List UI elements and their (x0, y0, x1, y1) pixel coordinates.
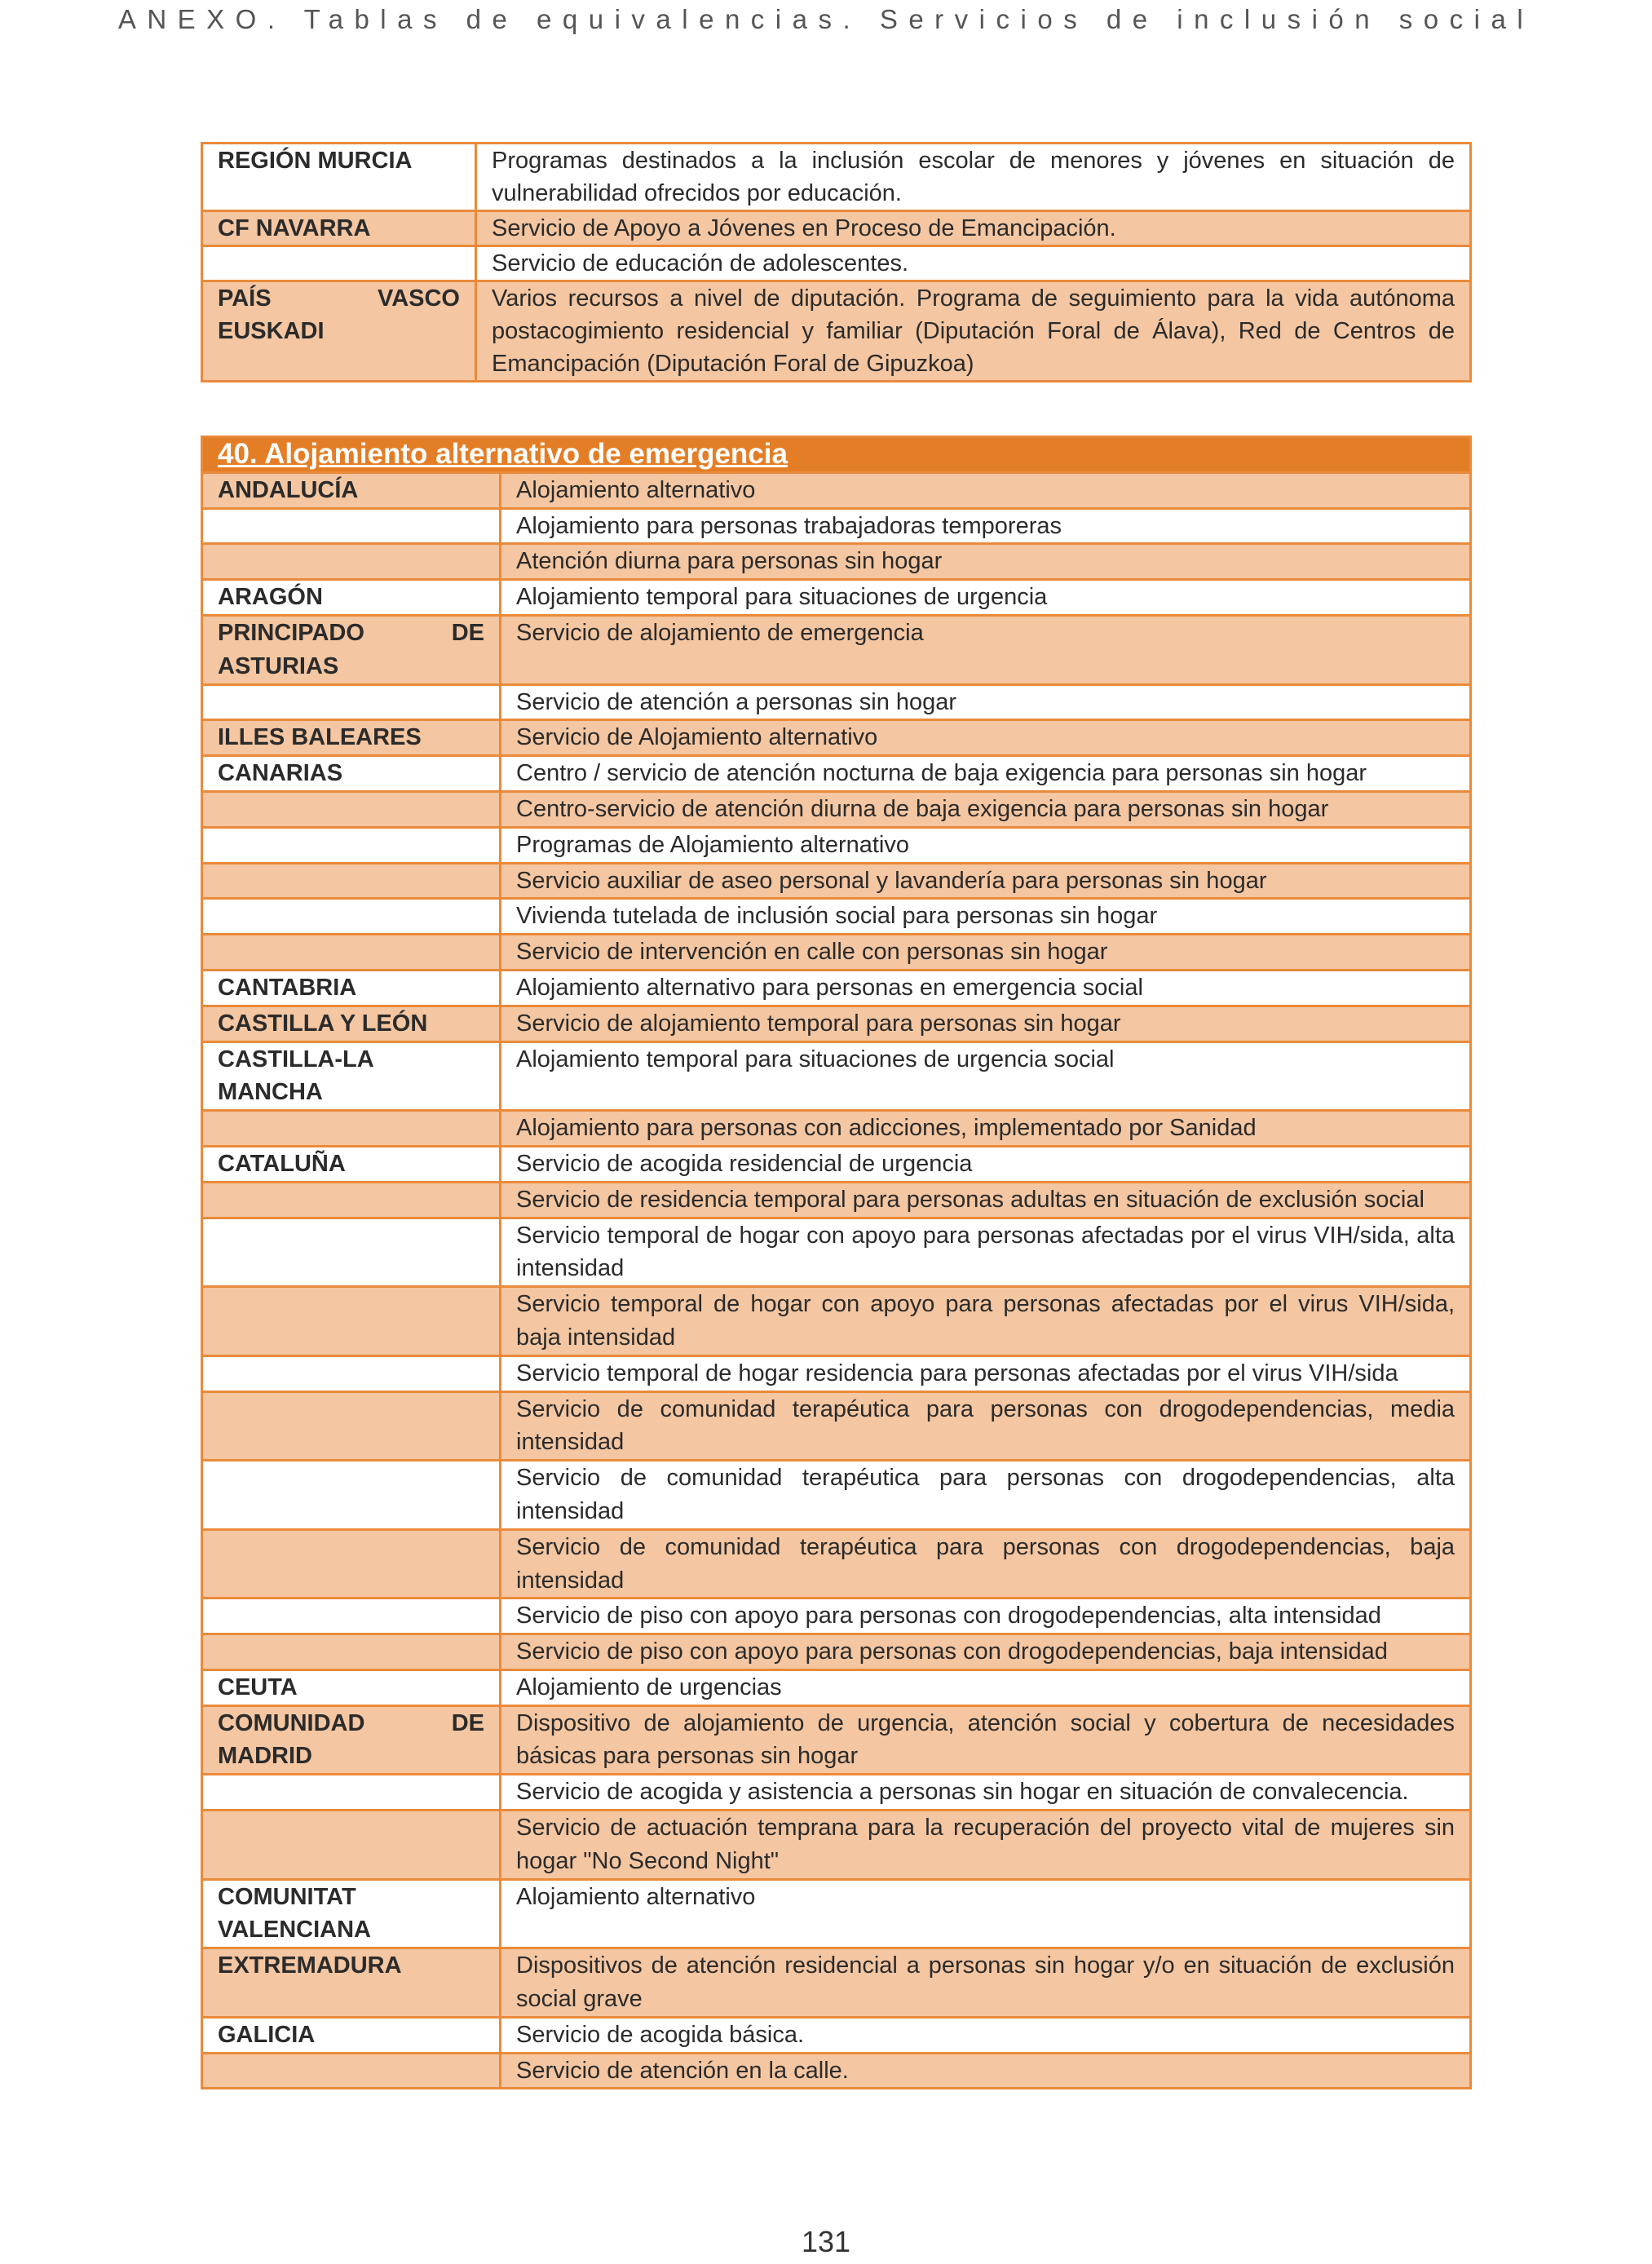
service-cell: Alojamiento alternativo (501, 472, 1471, 508)
service-cell: Servicio de atención en la calle. (501, 2053, 1471, 2089)
service-cell: Varios recursos a nivel de diputación. Programa de seguimiento para la vida autónoma postacogimiento residencial y familiar (Diputación Foral de Álava), Red de Centros de Emancipación (Diputación Foral de Gipuzkoa) (476, 281, 1471, 382)
region-cell: EXTREMADURA (202, 1948, 501, 2018)
region-cell (202, 1218, 501, 1287)
table-row (202, 1218, 1471, 1287)
service-cell: Servicio de acogida residencial de urgencia (501, 1146, 1471, 1182)
service-cell: Programas de Alojamiento alternativo (501, 827, 1471, 863)
region-cell (202, 827, 501, 863)
table-row (202, 970, 1471, 1006)
region-cell (202, 246, 476, 281)
region-cell (202, 1111, 501, 1147)
table-row (202, 1006, 1471, 1041)
service-cell: Programas destinados a la inclusión escolar de menores y jóvenes en situación de vulnerabilidad ofrecidos por educación. (476, 144, 1471, 211)
table-row (202, 1391, 1471, 1461)
region-cell (202, 935, 501, 971)
table-row (202, 1669, 1471, 1705)
table-row (202, 1041, 1471, 1111)
table-row (202, 246, 1471, 281)
service-cell: Dispositivo de alojamiento de urgencia, atención social y cobertura de necesidades básicas para personas sin hogar (501, 1705, 1471, 1775)
region-cell (202, 1182, 501, 1218)
table-row (202, 472, 1471, 508)
service-cell: Alojamiento para personas con adicciones, implementado por Sanidad (501, 1111, 1471, 1147)
table-row (202, 1111, 1471, 1147)
service-cell: Alojamiento de urgencias (501, 1669, 1471, 1705)
table-row (202, 1461, 1471, 1530)
table-row (202, 1948, 1471, 2018)
service-cell: Alojamiento para personas trabajadoras temporeras (501, 508, 1471, 544)
service-cell: Servicio de actuación temprana para la recuperación del proyecto vital de mujeres sin hogar "No Second Night" (501, 1811, 1471, 1880)
region-cell: PRINCIPADO DE ASTURIAS (202, 615, 501, 684)
table-row (202, 720, 1471, 756)
table-row (202, 1775, 1471, 1811)
service-cell: Servicio de alojamiento temporal para personas sin hogar (501, 1006, 1471, 1041)
table-row (202, 144, 1471, 211)
region-cell: CANTABRIA (202, 970, 501, 1006)
service-cell: Servicio de acogida básica. (501, 2017, 1471, 2053)
region-cell (202, 863, 501, 899)
service-cell: Servicio de comunidad terapéutica para personas con drogodependencias, alta intensidad (501, 1461, 1471, 1530)
service-cell: Servicio de comunidad terapéutica para personas con drogodependencias, media intensidad (501, 1391, 1471, 1461)
region-cell: CF NAVARRA (202, 211, 476, 246)
table-row (202, 1182, 1471, 1218)
region-cell: PAÍS VASCO EUSKADI (202, 281, 476, 382)
service-cell: Alojamiento temporal para situaciones de urgencia social (501, 1041, 1471, 1111)
table-row (202, 1879, 1471, 1948)
service-cell: Alojamiento temporal para situaciones de urgencia (501, 580, 1471, 616)
region-cell (202, 791, 501, 827)
service-cell: Servicio de intervención en calle con personas sin hogar (501, 935, 1471, 971)
table-row (202, 899, 1471, 935)
table-row (202, 791, 1471, 827)
service-cell: Servicio de comunidad terapéutica para personas con drogodependencias, baja intensidad (501, 1529, 1471, 1599)
service-cell: Servicio de residencia temporal para personas adultas en situación de exclusión social (501, 1182, 1471, 1218)
table-row (202, 508, 1471, 544)
region-cell (202, 1391, 501, 1461)
region-cell: COMUNITAT VALENCIANA (202, 1879, 501, 1948)
service-cell: Servicio temporal de hogar residencia para personas afectadas por el virus VIH/sida (501, 1355, 1471, 1391)
service-cell: Servicio de Apoyo a Jóvenes en Proceso de Emancipación. (476, 211, 1471, 246)
region-cell: GALICIA (202, 2017, 501, 2053)
service-cell: Alojamiento alternativo para personas en emergencia social (501, 970, 1471, 1006)
table-row (202, 756, 1471, 792)
service-cell: Servicio de piso con apoyo para personas con drogodependencias, alta intensidad (501, 1599, 1471, 1634)
region-cell: CEUTA (202, 1669, 501, 1705)
table-row (202, 1287, 1471, 1356)
table-row (202, 684, 1471, 720)
table-row (202, 580, 1471, 616)
table-row (202, 544, 1471, 580)
table-row (202, 1705, 1471, 1775)
region-cell (202, 1529, 501, 1599)
region-cell (202, 1287, 501, 1356)
service-cell: Servicio de educación de adolescentes. (476, 246, 1471, 281)
region-cell: CASTILLA-LA MANCHA (202, 1041, 501, 1111)
region-cell (202, 1775, 501, 1811)
region-cell: COMUNIDAD DE MADRID (202, 1705, 501, 1775)
table-row (202, 2053, 1471, 2089)
table-row (202, 281, 1471, 382)
table-row (202, 1599, 1471, 1634)
region-cell: REGIÓN MURCIA (202, 144, 476, 211)
region-cell (202, 508, 501, 544)
page-number: 131 (801, 2225, 851, 2258)
region-cell: ILLES BALEARES (202, 720, 501, 756)
service-cell: Servicio temporal de hogar con apoyo para personas afectadas por el virus VIH/sida, baja intensidad (501, 1287, 1471, 1356)
section-title: 40. Alojamiento alternativo de emergencia (202, 437, 1471, 473)
table-row (202, 211, 1471, 246)
region-cell (202, 1355, 501, 1391)
running-header: ANEXO. Tablas de equivalencias. Servicios de inclusión social (117, 4, 1535, 34)
region-cell: CANARIAS (202, 756, 501, 792)
service-cell: Atención diurna para personas sin hogar (501, 544, 1471, 580)
region-cell: ANDALUCÍA (202, 472, 501, 508)
table-row (202, 1529, 1471, 1599)
region-cell (202, 1461, 501, 1530)
table-row (202, 1355, 1471, 1391)
table-row (202, 935, 1471, 971)
service-cell: Centro / servicio de atención nocturna de baja exigencia para personas sin hogar (501, 756, 1471, 792)
table-row (202, 863, 1471, 899)
region-cell (202, 899, 501, 935)
service-cell: Vivienda tutelada de inclusión social para personas sin hogar (501, 899, 1471, 935)
service-cell: Servicio auxiliar de aseo personal y lavandería para personas sin hogar (501, 863, 1471, 899)
region-cell (202, 1634, 501, 1670)
service-cell: Dispositivos de atención residencial a personas sin hogar y/o en situación de exclusión social grave (501, 1948, 1471, 2018)
region-cell: CASTILLA Y LEÓN (202, 1006, 501, 1041)
service-cell: Servicio temporal de hogar con apoyo para personas afectadas por el virus VIH/sida, alta intensidad (501, 1218, 1471, 1287)
service-cell: Servicio de Alojamiento alternativo (501, 720, 1471, 756)
region-cell: CATALUÑA (202, 1146, 501, 1182)
service-cell: Servicio de atención a personas sin hogar (501, 684, 1471, 720)
region-cell (202, 1599, 501, 1634)
table-row (202, 1634, 1471, 1670)
table-row (202, 827, 1471, 863)
table-row (202, 615, 1471, 684)
region-cell: ARAGÓN (202, 580, 501, 616)
table-row (202, 1811, 1471, 1880)
region-cell (202, 544, 501, 580)
region-cell (202, 1811, 501, 1880)
region-cell (202, 2053, 501, 2089)
service-cell: Servicio de piso con apoyo para personas con drogodependencias, baja intensidad (501, 1634, 1471, 1670)
service-cell: Centro-servicio de atención diurna de baja exigencia para personas sin hogar (501, 791, 1471, 827)
service-cell: Servicio de alojamiento de emergencia (501, 615, 1471, 684)
section-table (201, 436, 1472, 2089)
region-cell (202, 684, 501, 720)
continuation-table (201, 142, 1472, 382)
table-row (202, 2017, 1471, 2053)
service-cell: Alojamiento alternativo (501, 1879, 1471, 1948)
table-row (202, 1146, 1471, 1182)
service-cell: Servicio de acogida y asistencia a personas sin hogar en situación de convalecencia. (501, 1775, 1471, 1811)
